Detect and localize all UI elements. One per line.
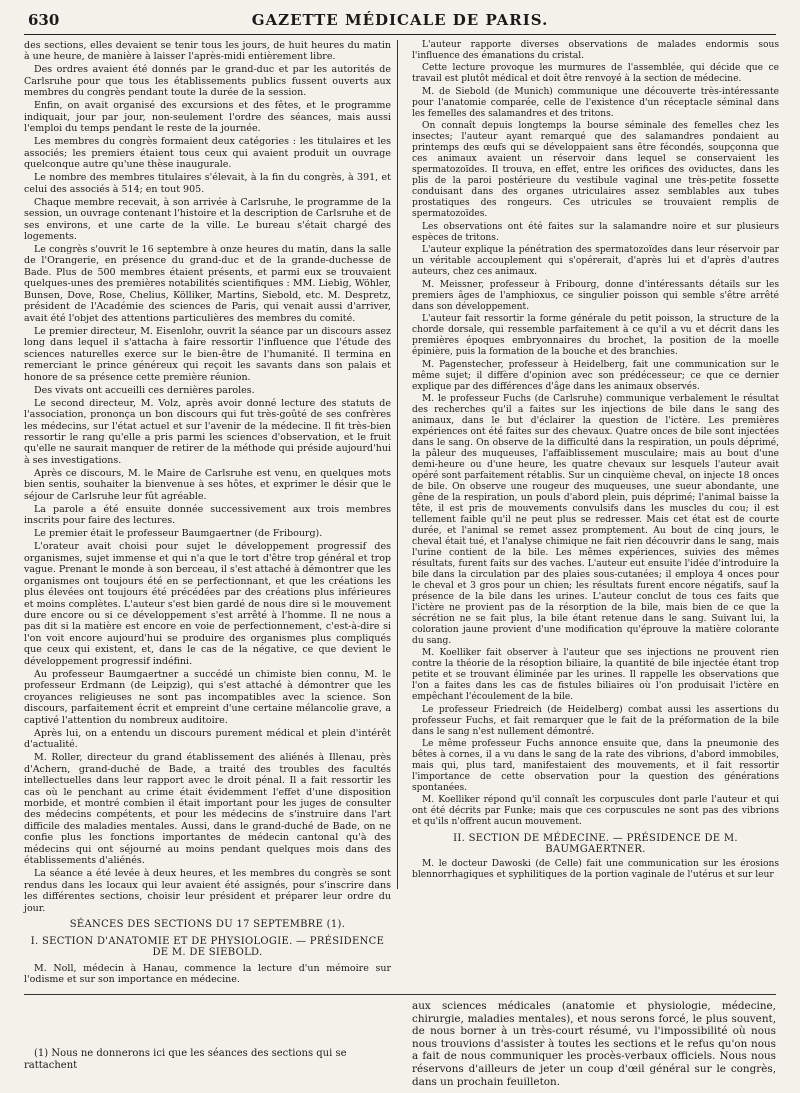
left-paragraph: La séance a été levée à deux heures, et les membres du congrès se sont rendus dans les locaux qui leur avaient été assignés, pour s'inscrire dans les différentes sections, choisir leur président et préparer leur ordre du jour. (24, 868, 391, 914)
right-paragraph: L'auteur explique la pénétration des spermatozoïdes dans leur réservoir par un véritable accouplement qui s'opérerait, d'après lui et d'après d'autres auteurs, chez ces animaux. (412, 245, 779, 278)
right-paragraphs (412, 40, 779, 828)
left-paragraph: Des vivats ont accueilli ces dernières paroles. (34, 384, 255, 396)
left-paragraph: Le congrès s'ouvrit le 16 septembre à onze heures du matin, dans la salle de l'Orangerie, en présence du grand-duc et de la grande-duchesse de Bade. Plus de 500 membres étaient présents, et parmi eux se trouvaient quelques-unes des premières notabilités scientifiques : MM. Liebig, Wöhler, Bunsen, Dove, Rose, Chelius, Kölliker, Martins, Siebold, etc. M. Despretz, président de l'Académie des sciences de Paris, qui venait aussi d'arriver, avait été l'objet des attentions particulières des membres du comité. (24, 243, 391, 324)
left-paragraphs (24, 40, 391, 914)
section2-heading: II. SECTION DE MÉDECINE. — PRÉSIDENCE DE M. BAUMGAERTNER. (453, 833, 738, 856)
right-paragraph: L'auteur fait ressortir la forme générale du petit poisson, la structure de la chorde dorsale, qui ressemble parfaitement à ce qu'il a vu et décrit dans les premières époques embryonnaires du brochet, la position de la moelle épinière, puis la formation de la bouche et des branchies. (412, 314, 779, 358)
section1-heading: I. SECTION D'ANATOMIE ET DE PHYSIOLOGIE. — PRÉSIDENCE DE M. DE SIEBOLD. (30, 935, 385, 959)
left-paragraph: Après ce discours, M. le Maire de Carlsruhe est venu, en quelques mots bien sentis, souhaiter la bienvenue à ses hôtes, et exprimer le désir que le séjour de Carlsruhe leur fût agréable. (24, 467, 391, 502)
right-paragraph: Le professeur Friedreich (de Heidelberg) combat aussi les assertions du professeur Fuchs, et fait remarquer que le fait de la préformation de la bile dans le sang n'est nullement démontré. (412, 704, 779, 737)
left-paragraph: Le second directeur, M. Volz, après avoir donné lecture des statuts de l'association, prononça un bon discours qui fut très-goûté de ses confrères les médecins, sur l'état actuel et sur l'avenir de la médecine. Il fit très-bien ressortir le rang qu'elle a pris parmi les sciences d'observation, et le fruit qu'elle ne saurait manquer de retirer de la méthode qui préside aujourd'hui à ses investigations. (24, 397, 391, 466)
left-paragraph: Au professeur Baumgaertner a succédé un chimiste bien connu, M. le professeur Erdmann (de Leipzig), qui s'est attaché à démontrer que les croyances religieuses ne sont pas incompatibles avec la science. Son discours, parfaitement écrit et empreint d'une certaine mélancolie grave, a captivé l'attention du nombreux auditoire. (24, 668, 391, 726)
left-paragraph: Chaque membre recevait, à son arrivée à Carlsruhe, le programme de la session, un ouvrage contenant l'histoire et la description de Carlsruhe et de ses environs, et une carte de la ville. Le bureau s'était chargé des logements. (24, 196, 391, 242)
section1-first-paragraph: M. Noll, médecin à Hanau, commence la lecture d'un mémoire sur l'odisme et sur son importance en médecine. (24, 962, 391, 986)
left-paragraph: Les membres du congrès formaient deux catégories : les titulaires et les associés; les premiers étaient tous ceux qui avaient produit un ouvrage quelconque autre qu'une thèse inaugurale. (24, 136, 391, 171)
right-paragraph: M. Meissner, professeur à Fribourg, donne d'intéressants détails sur les premiers âges de l'amphioxus, ce singulier poisson qui semble s'être arrêté dans son développement. (412, 279, 779, 312)
right-paragraph: Cette lecture provoque les murmures de l'assemblée, qui décide que ce travail est plutôt médical et doit être renvoyé à la section de médecine. (412, 63, 779, 85)
section2-first-paragraph: M. le docteur Dawoski (de Celle) fait une communication sur les érosions blennorrhagiques et syphilitiques de la portion vaginale de l'utérus et sur leur (412, 859, 779, 881)
right-paragraph: M. Koelliker répond qu'il connaît les corpuscules dont parle l'auteur et qui ont été décrits par Funke; mais que ces corpuscules ne sont pas des vibrions et qu'ils n'offrent aucun mouvement. (412, 795, 779, 828)
left-paragraph: des sections, elles devaient se tenir tous les jours, de huit heures du matin à une heure, de manière à laisser l'après-midi entièrement libre. (24, 40, 391, 63)
page-header (24, 8, 776, 35)
right-paragraph: L'auteur rapporte diverses observations de malades endormis sous l'influence des émanations du cristal. (412, 40, 779, 61)
footnote-text: (1) Nous ne donnerons ici que les séances des sections qui se rattachent (24, 1048, 347, 1072)
right-paragraph: Les observations ont été faites sur la salamandre noire et sur plusieurs espèces de tritons. (412, 221, 779, 243)
sections-heading: SÉANCES DES SECTIONS DU 17 SEPTEMBRE (1). (69, 919, 346, 931)
left-paragraph: Des ordres avaient été donnés par le grand-duc et par les autorités de Carlsruhe pour que tous les établissements publics fussent ouverts aux membres du congrès pendant toute la durée de la session. (24, 64, 391, 99)
left-paragraph: Enfin, on avait organisé des excursions et des fêtes, et le programme indiquait, jour par jour, non-seulement l'ordre des séances, mais aussi l'emploi du temps pendant le reste de la journée. (24, 100, 391, 135)
left-paragraph: Après lui, on a entendu un discours purement médical et plein d'intérêt d'actualité. (24, 727, 391, 751)
left-paragraph: La parole a été ensuite donnée successivement aux trois membres inscrits pour faire des lectures. (24, 503, 391, 527)
column-divider (397, 40, 398, 889)
right-paragraph: M. le professeur Fuchs (de Carlsruhe) communique verbalement le résultat des recherches qu'il a faites sur les injections de bile dans le sang des animaux, dans le but d'éclairer la question de l'ictère. Les premières expériences ont été faites sur des chevaux. Quatre onces de bile sont injectées dans le sang. On observe de la difficulté dans la respiration, un pouls déprimé, la pâleur des muqueuses, l'affaiblissement musculaire; mais au bout d'une demi-heure ou d'une heure, les quatre chevaux sur lesquels l'auteur avait opéré sont parfaitement rétablis. Sur un cinquième cheval, on injecte 18 onces de bile. On observe une rougeur des muqueuses, une sueur abondante, une gêne de la respiration, un pouls d'abord plein, puis déprimé; l'animal baisse la tête, il est pris de mouvements convulsifs dans les muscles du cou; il est tellement faible qu'il ne peut plus se redresser. Mais cet état est de courte durée, et l'animal se remet assez promptement. Au bout de cinq jours, le cheval était tué, et l'analyse chimique ne fait rien découvrir dans le sang, mais l'urine contient de la bile. Les mêmes expériences, suivies des mêmes résultats, furent faits sur des vaches. L'auteur eut ensuite l'idée d'introduire la bile dans la circulation par des plaies sous-cutanées; il employa 4 onces pour le cheval et 3 gros pour un chien; les résultats furent encore négatifs, sauf la présence de la bile dans les urines. L'auteur conclut de tous ces faits que l'ictère ne provient pas de la résorption de la bile, mais bien de ce que la sécrétion ne se fait plus, la bile étant retenue dans le sang. Suivant lui, la coloration jaune provient d'une modification qu'éprouve la matière colorante du sang. (412, 394, 779, 646)
journal-title: GAZETTE MÉDICALE DE PARIS. (251, 11, 549, 29)
right-paragraph: Le même professeur Fuchs annonce ensuite que, dans la pneumonie des bêtes à cornes, il a vu dans le sang de la rate des vibrions, d'abord immobiles, mais qui, plus tard, manifestaient des mouvements, et il fait ressortir l'importance de cette observation pour la question des générations spontanées. (412, 739, 779, 793)
left-paragraph: L'orateur avait choisi pour sujet le développement progressif des organismes, sujet immense et qui n'a que le tort d'être trop général et trop vague. Prenant le monde à son berceau, il s'est attaché à démontrer que les organismes ont toujours été en se perfectionnant, et que les créations les plus élevées ont toujours été précédées par des créations plus inférieures et moins complètes. L'auteur s'est bien gardé de nous dire si le mouvement dure encore ou si ce développement s'est arrêté à l'homme. Il ne nous a pas dit si la matière est encore en voie de perfectionnement, c'est-à-dire si l'on voit encore aujourd'hui se produire des organismes plus compliqués que ceux qui existent, et, dans le cas de la négative, ce que devient le développement progressif indéfini. (24, 541, 391, 667)
left-paragraph: Le premier était le professeur Baumgaertner (de Fribourg). (34, 528, 323, 540)
left-column (24, 40, 391, 987)
right-paragraph: On connaît depuis longtemps la bourse séminale des femelles chez les insectes; l'auteur ayant remarqué que des salamandres pondaient au printemps des œufs qui se développaient sans être fécondés, soupçonna que ces animaux avaient un réservoir dans lequel se conservaient les spermatozoïdes. Il trouva, en effet, entre les orifices des oviductes, dans les plis de la paroi postérieure du vestibule vaginal une très-petite fossette conduisant dans des organes utriculaires assez semblables aux tubes prostatiques des rongeurs. Ces utricules se trouvaient remplis de spermatozoïdes. (412, 121, 779, 220)
bottom-continuation (24, 1000, 776, 1088)
left-paragraph: Le nombre des membres titulaires s'élevait, à la fin du congrès, à 391, et celui des associés à 514; en tout 905. (24, 172, 391, 195)
footnote (24, 1048, 391, 1073)
right-column (412, 40, 779, 883)
right-paragraph: M. Koelliker fait observer à l'auteur que ses injections ne prouvent rien contre la théorie de la résoption biliaire, la quantité de bile injectée étant trop petite et se trouvant éliminée par les urines. Il rappelle les observations que l'on a faites dans les cas de fistules biliaires où l'on produisait l'ictère en empêchant l'écoulement de la bile. (412, 648, 779, 703)
page-number: 630 (28, 11, 60, 29)
right-paragraph: M. Pagenstecher, professeur à Heidelberg, fait une communication sur le même sujet; il diffère d'opinion avec son prédécesseur; ce que ce dernier explique par des différences d'âge dans les animaux observés. (412, 359, 779, 392)
left-paragraph: M. Roller, directeur du grand établissement des aliénés à Illenau, près d'Achern, grand-duché de Bade, a traité des troubles des facultés intellectuelles dans leur rapport avec le droit pénal. Il a fait ressortir les cas où le penchant au crime était évidemment l'effet d'une disposition morbide, et montré combien il était important pour les juges de consulter des médecins compétents, et pour les médecins de s'instruire dans l'art difficile des maladies mentales. Aussi, dans le grand-duché de Bade, on ne confie plus les fonctions importantes de médecin cantonal qu'à des médecins qui ont séjourné au moins pendant quelques mois dans des établissements d'aliénés. (24, 752, 391, 867)
bottom-rule (24, 994, 776, 995)
left-paragraph: Le premier directeur, M. Eisenlohr, ouvrit la séance par un discours assez long dans lequel il s'attacha à faire ressortir l'influence que l'étude des sciences naturelles exerce sur le bien-être de l'humanité. Il termina en remerciant le prince généreux qui reçoit les savants dans son palais et honore de sa présence cette première réunion. (24, 325, 391, 383)
bottom-text: aux sciences médicales (anatomie et physiologie, médecine, chirurgie, maladies mentales), et nous serons forcé, le plus souvent, de nous borner à un très-court résumé, vu l'impossibilité où nous nous trouvions d'assister à toutes les sections et le refus qu'on nous a fait de nous communiquer les procès-verbaux officiels. Nous nous réservons d'ailleurs de jeter un coup d'œil général sur le congrès, dans un prochain feuilleton. (412, 1000, 776, 1088)
right-paragraph: M. de Siebold (de Munich) communique une découverte très-intéressante pour l'anatomie comparée, celle de l'existence d'un réceptacle séminal dans les femelles des salamandres et des tritons. (412, 86, 779, 119)
